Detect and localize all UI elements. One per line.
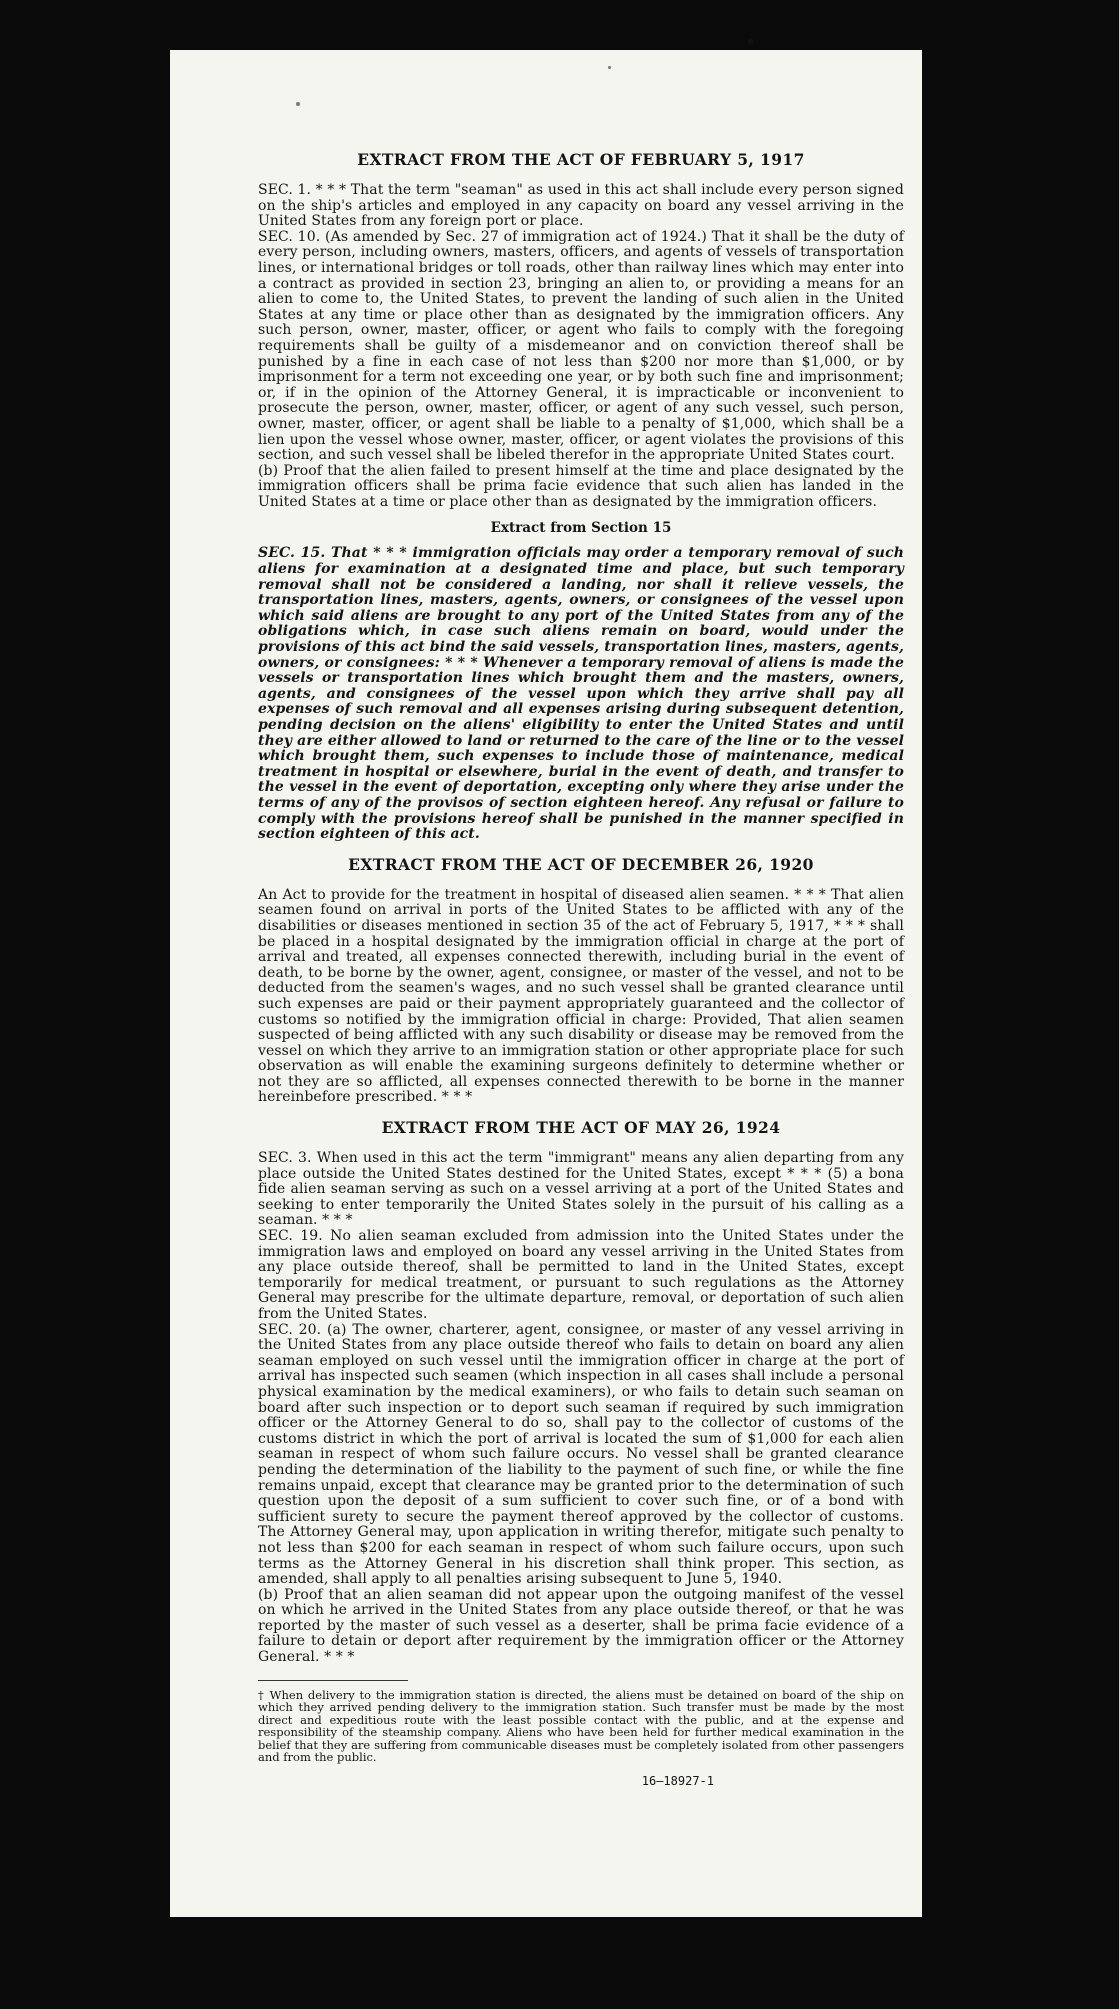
scan-speck	[296, 102, 300, 106]
section-20-paragraph: SEC. 20. (a) The owner, charterer, agent, consignee, or master of any vessel arriving in the United States from any place outside thereof who fails to detain on board any alien seaman employed on such vessel until the immigration officer in charge at the port of arrival has inspected such seamen (which inspection in all cases shall include a personal physical examination by the medical examiners), or who fails to detain such seaman on board after such inspection or to deport such seaman if required by such immigration officer or the Attorney General to do so, shall pay to the collector of customs of the customs district in which the port of arrival is located the sum of $1,000 for each alien seaman in respect of whom such failure occurs. No vessel shall be granted clearance pending the determination of the liability to the payment of such fine, or while the fine remains unpaid, except that clearance may be granted prior to the determination of such question upon the deposit of a sum sufficient to cover such fine, or of a bond with sufficient surety to secure the payment thereof approved by the collector of customs. The Attorney General may, upon application in writing therefor, mitigate such penalty to not less than $200 for each seaman in respect of whom such failure occurs, upon such terms as the Attorney General in his discretion shall think proper. This section, as amended, shall apply to all penalties arising subsequent to June 5, 1940.	[258, 1321, 904, 1588]
heading-act-1924: EXTRACT FROM THE ACT OF MAY 26, 1924	[381, 1118, 781, 1138]
heading-act-1917: EXTRACT FROM THE ACT OF FEBRUARY 5, 1917	[357, 150, 805, 169]
section-10-paragraph: SEC. 10. (As amended by Sec. 27 of immigration act of 1924.) That it shall be the duty of every person, including owners, masters, officers, and agents of vessels of transportation lines, or international bridges or toll roads, other than railway lines which may enter into a contract as provided in section 23, bringing an alien to, or providing a means for an alien to come to, the United States, to prevent the landing of such alien in the United States at any time or place other than as designated by the immigration officers. Any such person, owner, master, officer, or agent who fails to comply with the foregoing requirements shall be guilty of a misdemeanor and on conviction thereof shall be punished by a fine in each case of not less than $200 nor more than $1,000, or by imprisonment for a term not exceeding one year, or by both such fine and imprisonment; or, if in the opinion of the Attorney General, it is impracticable or inconvenient to prosecute the person, owner, master, officer, or agent of any such vessel, such person, owner, master, officer, or agent shall be liable to a penalty of $1,000, which shall be a lien upon the vessel whose owner, master, officer, or agent violates the provisions of this section, and such vessel shall be libeled therefor in the appropriate United States court.	[258, 228, 904, 464]
act-1920-paragraph: An Act to provide for the treatment in hospital of diseased alien seamen. * * * That alien seamen found on arrival in ports of the United States to be afflicted with any of the disabilities or diseases mentioned in section 35 of the act of February 5, 1917, * * * shall be placed in a hospital designated by the immigration official in charge at the port of arrival and treated, all expenses connected therewith, including burial in the event of death, to be borne by the owner, agent, consignee, or master of the vessel, and not to be deducted from the seamen's wages, and no such vessel shall be granted clearance until such expenses are paid or their payment appropriately guaranteed and the collector of customs so notified by the immigration official in charge: Provided, That alien seamen suspected of being afflicted with any such disability or disease may be removed from the vessel on which they arrive to an immigration station or other appropriate place for such observation as will enable the examining surgeons definitely to determine whether or not they are so afflicted, all expenses connected therewith to be borne in the manner hereinbefore prescribed. * * *	[258, 886, 904, 1106]
scan-speck	[748, 38, 753, 45]
document-number: 16—18927-1	[641, 1773, 714, 1788]
section-1-paragraph: SEC. 1. * * * That the term "seaman" as used in this act shall include every person signed on the ship's articles and employed in any capacity on board any vessel arriving in the United States from any foreign port or place.	[258, 182, 904, 230]
section-20b-paragraph: (b) Proof that an alien seaman did not appear upon the outgoing manifest of the vessel on which he arrived in the United States from any place outside thereof, or that he was reported by the master of such vessel as a deserter, shall be prima facie evidence of a failure to detain or deport after requirement by the immigration officer or the Attorney General. * * *	[258, 1586, 904, 1666]
document-page	[170, 50, 922, 1917]
heading-act-1920: EXTRACT FROM THE ACT OF DECEMBER 26, 1920	[348, 854, 814, 874]
scan-speck	[608, 66, 611, 69]
footnote: † When delivery to the immigration station is directed, the aliens must be detained on board of the ship on which they arrived pending delivery to the immigration station. Such transfer must be made by the most direct and expeditious route with the least possible contact with the public, and at the expense and responsibility of the steamship company. Aliens who have been held for further medical examination in the belief that they are suffering from communicable diseases must be completely isolated from other passengers and from the public.	[258, 1687, 904, 1765]
subheading-section-15: Extract from Section 15	[490, 520, 672, 537]
section-3-paragraph: SEC. 3. When used in this act the term "immigrant" means any alien departing from any place outside the United States destined for the United States, except * * * (5) a bona fide alien seaman serving as such on a vessel arriving at a port of the United States and seeking to enter temporarily the United States solely in the pursuit of his calling as a seaman. * * *	[258, 1150, 904, 1229]
section-15-paragraph: SEC. 15. That * * * immigration officials may order a temporary removal of such aliens for examination at a designated time and place, but such temporary removal shall not be considered a landing, nor shall it relieve vessels, the transportation lines, masters, agents, owners, or consignees of the vessel upon which said aliens are brought to any port of the United States from any of the obligations which, in case such aliens remain on board, would under the provisions of this act bind the said vessels, transportation lines, masters, agents, owners, or consignees: * * * Whenever a temporary removal of aliens is made the vessels or transportation lines which brought them and the masters, owners, agents, and consignees of the vessel upon which they arrive shall pay all expenses of such removal and all expenses arising during subsequent detention, pending decision on the aliens' eligibility to enter the United States and until they are either allowed to land or returned to the care of the line or to the vessel which brought them, such expenses to include those of maintenance, medical treatment in hospital or elsewhere, burial in the event of death, and transfer to the vessel in the event of deportation, excepting only where they arise under the terms of any of the provisos of section eighteen hereof. Any refusal or failure to comply with the provisions hereof shall be punished in the manner specified in section eighteen of this act.	[258, 545, 904, 843]
section-10b-paragraph: (b) Proof that the alien failed to present himself at the time and place designated by the immigration officers shall be prima facie evidence that such alien has landed in the United States at a time or place other than as designated by the immigration officers.	[258, 462, 904, 510]
section-19-paragraph: SEC. 19. No alien seaman excluded from admission into the United States under the immigration laws and employed on board any vessel arriving in the United States from any place outside thereof, shall be permitted to land in the United States, except temporarily for medical treatment, or pursuant to such regulations as the Attorney General may prescribe for the ultimate departure, removal, or deportation of such alien from the United States.	[258, 1228, 904, 1322]
footnote-divider	[258, 1680, 408, 1681]
